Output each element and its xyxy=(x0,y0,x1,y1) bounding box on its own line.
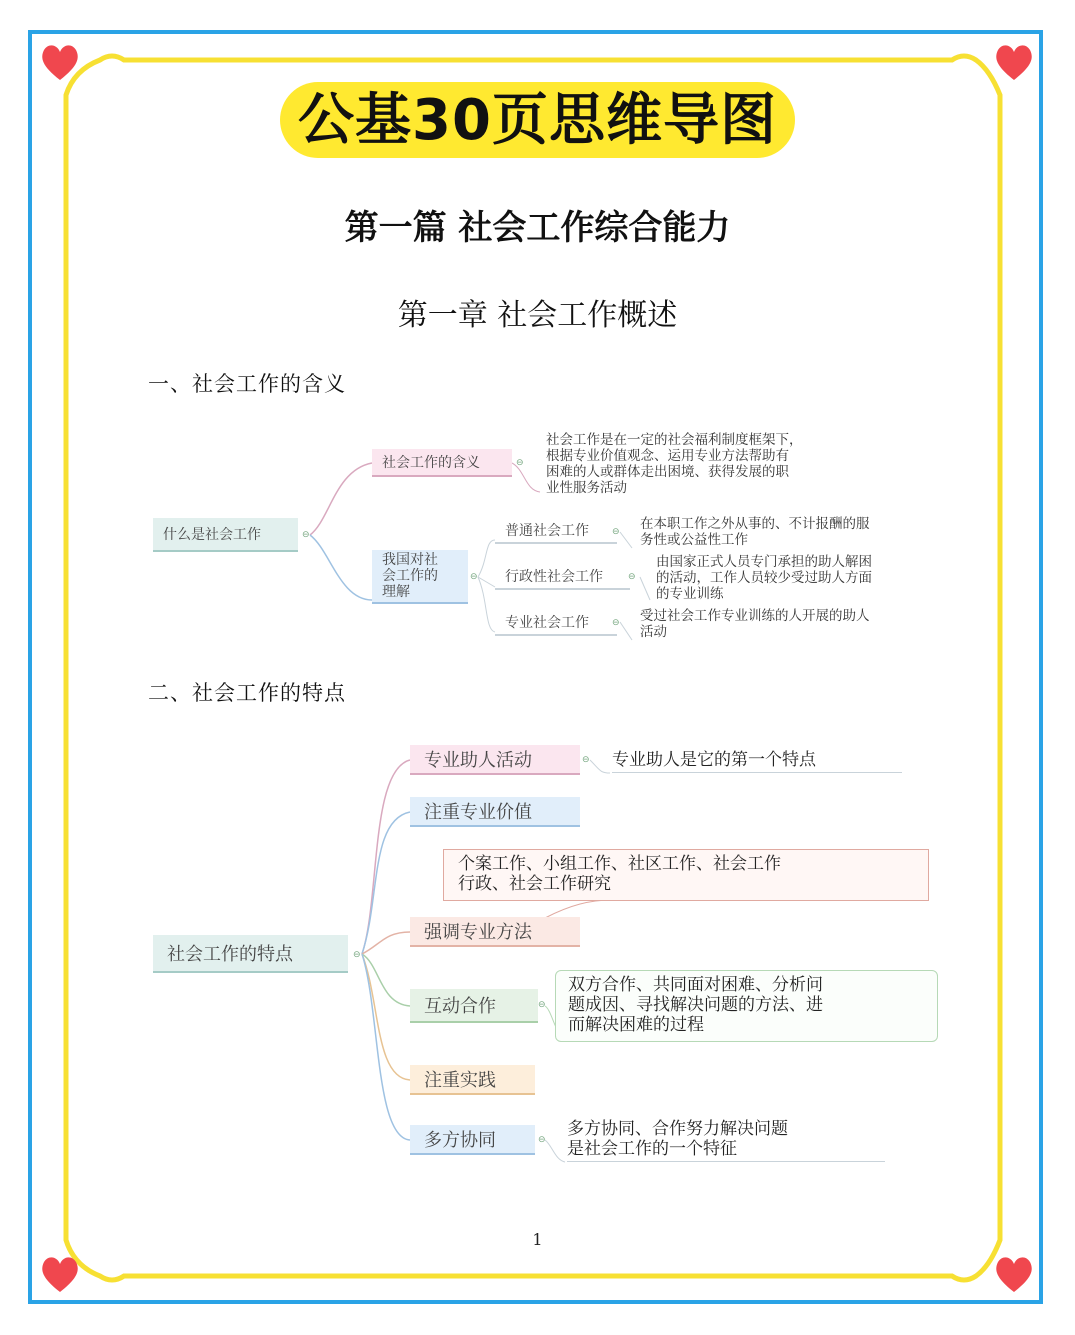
mindmap-node-interaction: 互动合作 xyxy=(410,989,538,1023)
professional-help-description: 专业助人是它的第一个特点 xyxy=(612,750,902,773)
node-dot: ⊖ xyxy=(470,572,478,582)
administrative-description: 由国家正式人员专门承担的助人解困 的活动，工作人员较少受过助人方面 的专业训练 xyxy=(656,554,872,602)
meaning-description: 社会工作是在一定的社会福利制度框架下， 根据专业价值观念、运用专业方法帮助有 困难的人或群体走出困境、获得发展的职 业性服务活动 xyxy=(546,432,803,496)
node-dot: ⊖ xyxy=(612,527,620,537)
page-title: 公基30页思维导图 xyxy=(280,82,795,158)
node-label: 社会工作的特点 xyxy=(167,944,293,965)
mindmap-node-administrative: 行政性社会工作 xyxy=(495,564,630,590)
node-dot: ⊖ xyxy=(538,1000,546,1010)
node-dot: ⊖ xyxy=(538,1135,546,1145)
node-dot: ⊖ xyxy=(628,572,636,582)
node-dot: ⊖ xyxy=(302,530,310,540)
professional-description: 受过社会工作专业训练的人开展的助人 活动 xyxy=(640,608,870,640)
section-heading: 一、社会工作的含义 xyxy=(148,372,346,396)
node-dot: ⊖ xyxy=(582,755,590,765)
mindmap-node-professional-methods: 强调专业方法 xyxy=(410,917,580,947)
page-number: 1 xyxy=(532,1230,543,1249)
mindmap-node-general: 普通社会工作 xyxy=(495,518,617,544)
node-label: 社会工作的含义 xyxy=(382,455,480,471)
professional-methods-description: 个案工作、小组工作、社区工作、社会工作 行政、社会工作研究 xyxy=(443,849,929,901)
part-title: 第一篇 社会工作综合能力 xyxy=(344,208,731,248)
collaboration-description: 多方协同、合作努力解决问题 是社会工作的一个特征 xyxy=(567,1119,885,1162)
interaction-description: 双方合作、共同面对困难、分析问 题成因、寻找解决问题的方法、进 而解决困难的过程 xyxy=(555,970,938,1042)
node-dot: ⊖ xyxy=(516,458,524,468)
mindmap-node-collaboration: 多方协同 xyxy=(410,1125,535,1155)
section-heading: 二、社会工作的特点 xyxy=(148,681,346,705)
general-description: 在本职工作之外从事的、不计报酬的服 务性或公益性工作 xyxy=(640,516,870,548)
mindmap-node-practice: 注重实践 xyxy=(410,1065,535,1095)
chapter-title: 第一章 社会工作概述 xyxy=(397,298,678,333)
node-label: 什么是社会工作 xyxy=(163,527,261,543)
mindmap-node-understanding: 我国对社 会工作的 理解 xyxy=(372,550,468,604)
mindmap-root-node xyxy=(153,935,348,973)
mindmap-node-professional: 专业社会工作 xyxy=(495,610,617,636)
node-dot: ⊖ xyxy=(353,950,361,960)
mindmap-node-professional-values: 注重专业价值 xyxy=(410,797,580,827)
node-dot: ⊖ xyxy=(612,618,620,628)
mindmap-node-professional-help: 专业助人活动 xyxy=(410,745,580,775)
